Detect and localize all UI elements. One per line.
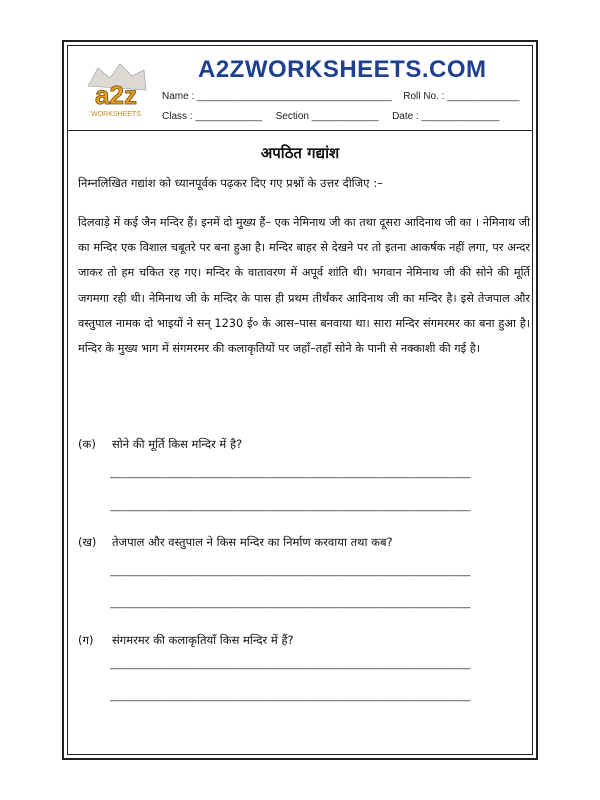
question-number: (ग) <box>78 633 94 647</box>
question-3 <box>78 633 294 648</box>
inner-border <box>67 45 533 755</box>
instruction: निम्नलिखित गद्यांश को ध्यानपूर्वक पढ़कर दिए गए प्रश्नों के उत्तर दीजिए :– <box>78 176 383 190</box>
answer-line[interactable]: ________________________________________________________________________________ <box>110 468 470 479</box>
name-roll-row <box>162 91 519 102</box>
answer-line[interactable]: ________________________________________________________________________________ <box>110 598 470 609</box>
name-field[interactable]: Name : ___________________________________ <box>162 91 392 102</box>
question-text: संगमरमर की कलाकृतियाँ किस मन्दिर में हैं? <box>112 633 294 647</box>
question-1 <box>78 437 242 452</box>
question-2 <box>78 535 393 550</box>
section-field[interactable]: Section ____________ <box>275 111 379 122</box>
question-text: तेजपाल और वस्तुपाल ने किस मन्दिर का निर्माण करवाया तथा कब? <box>112 535 393 549</box>
logo-subtext: WORKSHEETS <box>91 111 141 118</box>
question-number: (ख) <box>78 535 97 549</box>
answer-line[interactable]: ________________________________________________________________________________ <box>110 566 470 577</box>
roll-number-field[interactable]: Roll No. : _____________ <box>403 91 520 102</box>
question-text: सोने की मूर्ति किस मन्दिर में है? <box>112 437 243 451</box>
date-field[interactable]: Date : ______________ <box>392 111 500 122</box>
page-border <box>62 40 538 760</box>
class-field[interactable]: Class : ____________ <box>162 111 263 122</box>
class-section-date-row <box>162 111 499 122</box>
answer-line[interactable]: ________________________________________________________________________________ <box>110 691 470 702</box>
logo-text: a2z <box>95 80 137 110</box>
answer-line[interactable]: ________________________________________________________________________________ <box>110 501 470 512</box>
logo <box>76 56 156 120</box>
question-number: (क) <box>78 437 96 451</box>
header <box>68 46 532 131</box>
site-title: A2ZWORKSHEETS.COM <box>198 56 487 83</box>
passage: दिलवाड़े में कई जैन मन्दिर हैं। इनमें दो मुख्य हैं– एक नेमिनाथ जी का तथा दूसरा आदिनाथ जी का । नेमिनाथ जी का मन्दिर एक विशाल चबूतरे पर बना हुआ है। मन्दिर बाहर से देखने पर तो इतना आकर्षक नहीं लगा, पर अन्दर जाकर तो हम चकित रह गए। मन्दिर के वातावरण में अपूर्व शांति थी। भगवान नेमिनाथ जी की सोने की मूर्ति जगमगा रही थी। नेमिनाथ जी के मन्दिर के पास ही प्रथम तीर्थंकर आदिनाथ जी का मन्दिर है। इसे तेजपाल और वस्तुपाल नामक दो भाइयों ने सन् 1230 ई० के आस–पास बनवाया था। सारा मन्दिर संगमरमर का बना हुआ है। मन्दिर के मुख्य भाग में संगमरमर की कलाकृतियों पर जहाँ–तहाँ सोने के पानी से नक्काशी की गई है। <box>78 216 530 356</box>
worksheet-title: अपठित गद्यांश <box>260 144 340 162</box>
answer-line[interactable]: ________________________________________________________________________________ <box>110 659 470 670</box>
